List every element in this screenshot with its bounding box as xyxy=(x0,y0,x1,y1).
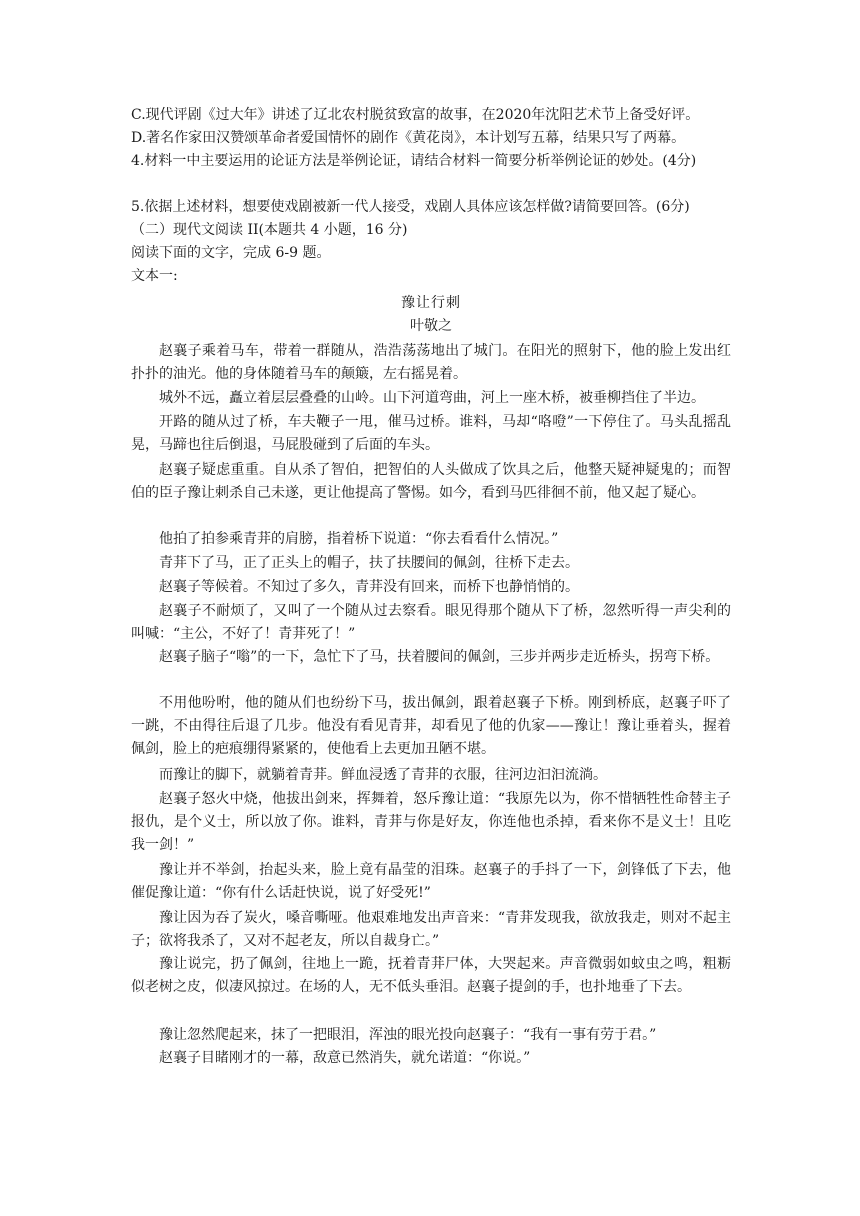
article-paragraph: 赵襄子脑子“嗡”的一下，急忙下了马，扶着腰间的佩剑，三步并两步走近桥头，拐弯下桥。 xyxy=(159,649,720,665)
article-paragraph: 赵襄子疑虑重重。自从杀了智伯，把智伯的人头做成了饮具之后，他整天疑神疑鬼的；而智伯的臣子豫让刺杀自己未遂，更让他提高了警惕。如今，看到马匹徘徊不前，他又起了疑心。 xyxy=(131,462,731,501)
article-paragraph: 他拍了拍参乘青荓的肩膀，指着桥下说道：“你去看看什么情况。” xyxy=(159,531,559,547)
article-paragraph: 而豫让的脚下，就躺着青荓。鲜血浸透了青荓的衣服，往河边汩汩流淌。 xyxy=(159,767,607,783)
option-d: D.著名作家田汉赞颂革命者爱国情怀的剧作《黄花岗》，本计划写五幕，结果只写了两幕。 xyxy=(131,130,686,146)
article-paragraph: 赵襄子目睹刚才的一幕，敌意已然消失，就允诺道：“你说。” xyxy=(159,1050,531,1066)
article-paragraph: 赵襄子不耐烦了，又叫了一个随从过去察看。眼见得那个随从下了桥，忽然听得一声尖利的叫喊：“主公，不好了！青荓死了！” xyxy=(131,603,731,642)
question-5: 5.依据上述材料，想要使戏剧被新一代人接受，戏剧人具体应该怎样做?请简要回答。(6分) xyxy=(131,199,690,215)
article-paragraph: 赵襄子乘着马车，带着一群随从，浩浩荡荡地出了城门。在阳光的照射下，他的脸上发出红扑扑的油光。他的身体随着马车的颠簸，左右摇晃着。 xyxy=(131,343,731,382)
article-paragraph: 青荓下了马，正了正头上的帽子，扶了扶腰间的佩剑，往桥下走去。 xyxy=(159,555,579,571)
question-4: 4.材料一中主要运用的论证方法是举例论证，请结合材料一简要分析举例论证的妙处。(4分) xyxy=(131,153,697,169)
article-paragraph: 开路的随从过了桥，车夫鞭子一甩，催马过桥。谁料，马却“咯噔”一下停住了。马头乱摇乱晃，马蹄也往后倒退，马屁股碰到了后面的车头。 xyxy=(131,414,731,453)
article-paragraph: 赵襄子怒火中烧，他拔出剑来，挥舞着，怒斥豫让道：“我原先以为，你不惜牺牲性命替主子报仇，是个义士，所以放了你。谁料，青荓与你是好友，你连他也杀掉，看来你不是义士！且吃我一剑！” xyxy=(131,791,731,853)
article-paragraph: 豫让并不举剑，抬起头来，脸上竟有晶莹的泪珠。赵襄子的手抖了一下，剑锋低了下去，他催促豫让道：“你有什么话赶快说，说了好受死!” xyxy=(131,862,731,901)
article-paragraph: 豫让忽然爬起来，抹了一把眼泪，浑浊的眼光投向赵襄子：“我有一事有劳于君。” xyxy=(159,1027,657,1043)
article-paragraph: 城外不远，矗立着层层叠叠的山岭。山下河道弯曲，河上一座木桥，被垂柳挡住了半边。 xyxy=(159,390,705,406)
option-c: C.现代评剧《过大年》讲述了辽北农村脱贫致富的故事，在2020年沈阳艺术节上备受好评。 xyxy=(131,107,700,123)
article-paragraph: 不用他吩咐，他的随从们也纷纷下马，拔出佩剑，跟着赵襄子下桥。刚到桥底，赵襄子吓了一跳，不由得往后退了几步。他没有看见青荓，却看见了他的仇家——豫让！豫让垂着头，握着佩剑，脸上的疤痕绷得紧紧的，使他看上去更加丑陋不堪。 xyxy=(131,695,731,757)
section-heading: （二）现代文阅读 II(本题共 4 小题，16 分) xyxy=(131,222,408,238)
text-label: 文本一: xyxy=(131,268,178,284)
section-instruction: 阅读下面的文字，完成 6-9 题。 xyxy=(131,245,331,261)
article-paragraph: 豫让说完，扔了佩剑，往地上一跪，抚着青荓尸体，大哭起来。声音微弱如蚊虫之鸣，粗粝似老树之皮，似凄风掠过。在场的人，无不低头垂泪。赵襄子提剑的手，也扑地垂了下去。 xyxy=(131,956,731,995)
article-author: 叶敬之 xyxy=(410,318,452,334)
article-paragraph: 赵襄子等候着。不知过了多久，青荓没有回来，而桥下也静悄悄的。 xyxy=(159,579,579,595)
article-title: 豫让行刺 xyxy=(401,295,461,311)
article-paragraph: 豫让因为吞了炭火，嗓音嘶哑。他艰难地发出声音来：“青荓发现我，欲放我走，则对不起主子；欲将我杀了，又对不起老友，所以自裁身亡。” xyxy=(131,910,731,949)
